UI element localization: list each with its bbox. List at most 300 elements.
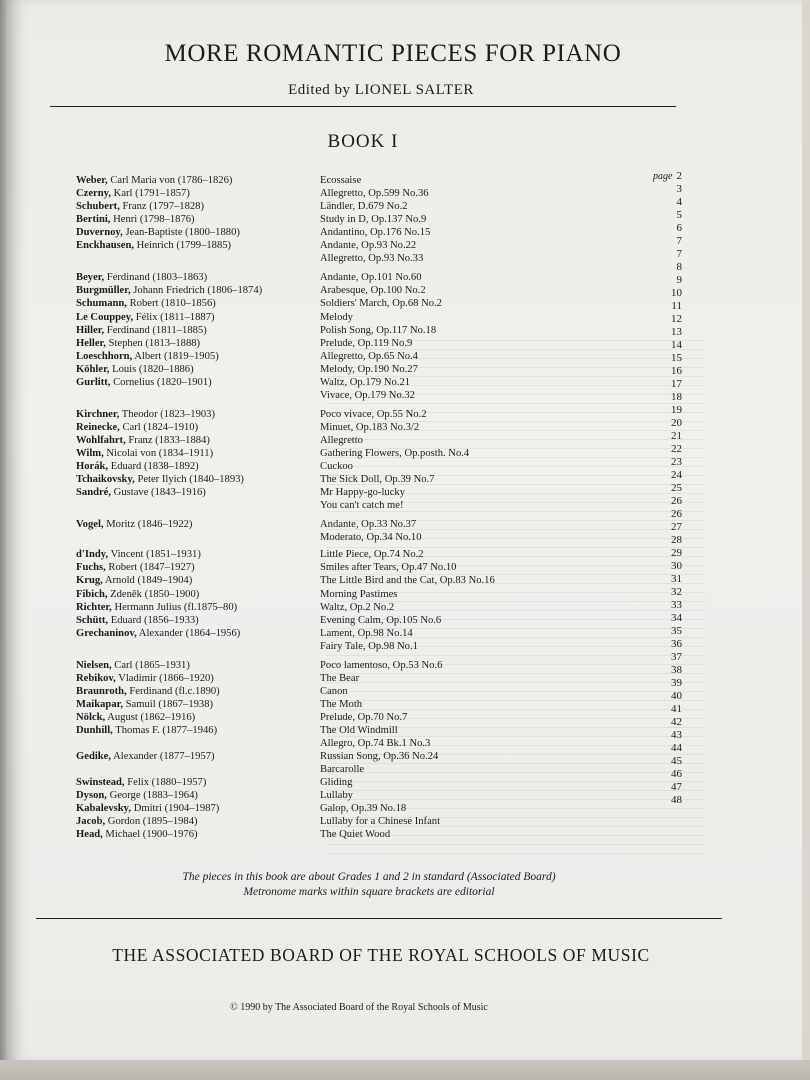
piece-title: Prelude, Op.119 No.9 — [320, 337, 413, 349]
composer-details: Thomas F. (1877–1946) — [112, 725, 218, 736]
composer-name — [76, 486, 206, 499]
composer-name — [76, 447, 213, 460]
page-number — [622, 469, 682, 482]
bottom-divider — [36, 918, 722, 919]
composer-name — [76, 627, 240, 640]
page-value: 2 — [676, 170, 682, 182]
composer-name — [76, 789, 198, 802]
contents-entry — [0, 174, 810, 187]
composer-surname: Braunroth, — [76, 685, 127, 697]
page-value: 22 — [671, 443, 682, 455]
publisher-name: THE ASSOCIATED BOARD OF THE ROYAL SCHOOLS OF MUSIC — [112, 945, 650, 965]
page-number — [622, 430, 682, 443]
composer-surname: Loeschhorn, — [76, 350, 133, 362]
composer-details: Eduard (1838–1892) — [108, 461, 199, 473]
composer-surname: Krug, — [76, 575, 103, 587]
composer-surname: Hiller, — [76, 324, 105, 336]
page-number — [622, 534, 682, 547]
composer-surname: Nölck, — [76, 711, 106, 723]
composer-surname: Beyer, — [76, 272, 105, 284]
page-value: 19 — [671, 404, 682, 416]
page-number — [622, 248, 682, 261]
composer-name — [76, 376, 212, 389]
composer-name — [76, 460, 199, 473]
contents-entry — [0, 473, 810, 486]
contents-entry — [0, 350, 810, 363]
page-value: 18 — [671, 391, 682, 403]
page-number — [622, 222, 682, 235]
piece-title: Waltz, Op.2 No.2 — [320, 601, 395, 613]
composer-surname: Köhler, — [76, 363, 110, 375]
contents-entry — [0, 531, 810, 544]
piece-title: Prelude, Op.70 No.7 — [320, 711, 408, 723]
composer-surname: Vogel, — [76, 519, 104, 531]
page-value: 8 — [676, 261, 682, 273]
page-number — [622, 417, 682, 430]
page-number — [622, 326, 682, 339]
composer-surname: Grechaninov, — [76, 627, 137, 639]
composer-details: Eduard (1856–1933) — [108, 614, 199, 626]
contents-entry — [0, 518, 810, 531]
page-value: 6 — [676, 222, 682, 234]
page-number — [622, 378, 682, 391]
contents-entry — [0, 187, 810, 200]
contents-entry — [0, 200, 810, 213]
composer-surname: Nielsen, — [76, 659, 112, 671]
composer-details: Robert (1810–1856) — [126, 298, 216, 310]
contents-entry — [0, 213, 810, 226]
composer-name — [76, 363, 194, 376]
page-number — [622, 482, 682, 495]
composer-details: Theodor (1823–1903) — [119, 408, 215, 420]
piece-title: Melody — [320, 311, 353, 323]
piece-title: Andante, Op.33 No.37 — [320, 519, 417, 531]
composer-details: Stephen (1813–1888) — [105, 337, 201, 349]
piece-title: Andante, Op.101 No.60 — [320, 272, 422, 284]
composer-name — [76, 473, 244, 486]
page-value: 44 — [671, 742, 682, 754]
contents-entry — [0, 376, 810, 389]
page-value: 5 — [676, 209, 682, 221]
piece-title: Waltz, Op.179 No.21 — [320, 376, 411, 388]
page-number — [622, 612, 682, 625]
composer-surname: Head, — [76, 829, 103, 841]
page-value: 3 — [676, 183, 682, 195]
contents-entry — [0, 548, 810, 561]
piece-title: Cuckoo — [320, 461, 353, 473]
contents-entry — [0, 460, 810, 473]
page-value: 34 — [671, 612, 682, 624]
piece-title: Arabesque, Op.100 No.2 — [320, 285, 426, 297]
contents-entry — [0, 486, 810, 499]
composer-surname: Fuchs, — [76, 562, 106, 574]
piece-title: Poco vivace, Op.55 No.2 — [320, 408, 427, 420]
page-value: 7 — [676, 248, 682, 260]
piece-title: Allegretto, Op.93 No.33 — [320, 253, 424, 265]
piece-title: The Sick Doll, Op.39 No.7 — [320, 474, 435, 486]
composer-surname: Fibich, — [76, 588, 108, 600]
page-value: 47 — [671, 781, 682, 793]
page-number — [622, 352, 682, 365]
page-number — [622, 287, 682, 300]
page-number — [622, 664, 682, 677]
piece-title: Russian Song, Op.36 No.24 — [320, 751, 439, 763]
contents-entry — [0, 561, 810, 574]
contents-entry — [0, 737, 810, 750]
page-value: 11 — [671, 300, 682, 312]
composer-details: Ferdinand (fl.c.1890) — [126, 685, 220, 697]
piece-title: Gliding — [320, 777, 353, 789]
page-value: 7 — [676, 235, 682, 247]
page-number — [622, 573, 682, 586]
piece-title: Allegro, Op.74 Bk.1 No.3 — [320, 738, 431, 750]
edition-notes — [0, 870, 774, 900]
page-number — [622, 768, 682, 781]
composer-surname: Burgmüller, — [76, 285, 131, 297]
piece-title: The Quiet Wood — [320, 829, 391, 841]
piece-title: Ecossaise — [320, 175, 362, 186]
composer-details: August (1862–1916) — [105, 711, 196, 723]
page-number — [622, 196, 682, 209]
page-number — [622, 300, 682, 313]
page-value: 26 — [671, 508, 682, 520]
page-value: 31 — [671, 573, 682, 585]
page-number — [622, 521, 682, 534]
composer-surname: Weber, — [76, 175, 108, 186]
page-number — [622, 599, 682, 612]
page-number — [622, 456, 682, 469]
page-number — [622, 274, 682, 287]
composer-details: Louis (1820–1886) — [109, 363, 194, 375]
composer-name — [76, 337, 200, 350]
piece-title: Barcarolle — [320, 764, 365, 776]
contents-entry — [0, 698, 810, 711]
piece-title: Lament, Op.98 No.14 — [320, 627, 413, 639]
composer-name — [76, 324, 207, 337]
page-number — [622, 638, 682, 651]
page-label: page — [653, 171, 673, 182]
editor-credit: Edited by LIONEL SALTER — [288, 82, 474, 98]
composer-details: George (1883–1964) — [106, 790, 198, 802]
composer-details: Gustave (1843–1916) — [111, 487, 206, 499]
composer-details: Ferdinand (1803–1863) — [104, 272, 208, 284]
composer-details: Vladimir (1866–1920) — [115, 672, 214, 684]
composer-name — [76, 750, 215, 763]
composer-surname: Gedike, — [76, 751, 112, 763]
composer-name — [76, 311, 215, 324]
contents-entry — [0, 389, 810, 402]
composer-name — [76, 284, 262, 297]
contents-entry — [0, 659, 810, 672]
contents-entry — [0, 324, 810, 337]
composer-name — [76, 672, 214, 685]
page-value: 13 — [671, 326, 682, 338]
page-number — [622, 716, 682, 729]
contents-entry — [0, 226, 810, 239]
page-number — [622, 508, 682, 521]
contents-entry — [0, 828, 810, 841]
piece-title: Little Piece, Op.74 No.2 — [320, 549, 424, 561]
composer-details: Moritz (1846–1922) — [103, 519, 193, 531]
page-value: 12 — [671, 313, 682, 325]
grade-note: The pieces in this book are about Grades 1 and 2 in standard (Associated Board) — [182, 871, 556, 883]
contents-entry — [0, 284, 810, 297]
composer-surname: Heller, — [76, 337, 106, 349]
composer-details: Franz (1833–1884) — [125, 434, 210, 446]
piece-title: Poco lamentoso, Op.53 No.6 — [320, 659, 443, 671]
page-value: 43 — [671, 729, 682, 741]
composer-details: Vincent (1851–1931) — [108, 549, 201, 561]
composer-details: Alexander (1877–1957) — [111, 751, 215, 763]
contents-entry — [0, 640, 810, 653]
contents-entry — [0, 802, 810, 815]
contents-entry — [0, 776, 810, 789]
piece-title: Soldiers' March, Op.68 No.2 — [320, 298, 442, 310]
composer-name — [76, 574, 192, 587]
piece-title: Morning Pastimes — [320, 588, 398, 600]
composer-name — [76, 200, 204, 213]
piece-title: Study in D, Op.137 No.9 — [320, 214, 427, 226]
contents-entry — [0, 297, 810, 310]
composer-details: Arnold (1849–1904) — [102, 575, 193, 587]
composer-surname: Schubert, — [76, 201, 120, 213]
piece-title: Andante, Op.93 No.22 — [320, 240, 417, 252]
composer-details: Johann Friedrich (1806–1874) — [130, 285, 263, 297]
contents-entry — [0, 363, 810, 376]
page-number — [622, 560, 682, 573]
contents-entry — [0, 815, 810, 828]
piece-title: Fairy Tale, Op.98 No.1 — [320, 640, 418, 652]
contents-entry — [0, 601, 810, 614]
contents-entry — [0, 711, 810, 724]
contents-entry — [0, 614, 810, 627]
copyright-line: © 1990 by The Associated Board of the Royal Schools of Music — [230, 1002, 488, 1013]
composer-name — [76, 776, 206, 789]
page-value: 46 — [671, 768, 682, 780]
composer-details: Gordon (1895–1984) — [105, 816, 198, 828]
composer-details: Dmitri (1904–1987) — [131, 803, 220, 815]
composer-details: Peter Ilyich (1840–1893) — [134, 474, 244, 486]
background-surface — [0, 1060, 810, 1080]
page-value: 25 — [671, 482, 682, 494]
composer-details: Félix (1811–1887) — [133, 311, 215, 323]
composer-surname: Enckhausen, — [76, 240, 134, 252]
composer-surname: Dunhill, — [76, 725, 113, 736]
contents-entry — [0, 239, 810, 252]
page-number — [622, 586, 682, 599]
composer-name — [76, 802, 219, 815]
composer-details: Cornelius (1820–1901) — [110, 376, 212, 388]
composer-details: Jean-Baptiste (1800–1880) — [122, 227, 240, 239]
composer-details: Albert (1819–1905) — [132, 350, 219, 362]
piece-title: Allegretto, Op.65 No.4 — [320, 350, 418, 362]
page-number — [622, 391, 682, 404]
page-value: 36 — [671, 638, 682, 650]
page-number — [622, 495, 682, 508]
composer-surname: Kirchner, — [76, 408, 120, 420]
page-value: 20 — [671, 417, 682, 429]
piece-title: Minuet, Op.183 No.3/2 — [320, 421, 420, 433]
contents-entry — [0, 252, 810, 265]
composer-name — [76, 698, 213, 711]
page-value: 24 — [671, 469, 682, 481]
contents-entry — [0, 724, 810, 737]
composer-name — [76, 815, 198, 828]
metronome-note: Metronome marks within square brackets are editorial — [243, 886, 495, 898]
page-number — [622, 729, 682, 742]
composer-details: Carl (1824–1910) — [119, 421, 199, 433]
composer-surname: Maikapar, — [76, 698, 123, 710]
composer-surname: Richter, — [76, 601, 112, 613]
composer-name — [76, 548, 201, 561]
composer-surname: Horák, — [76, 461, 109, 473]
composer-details: Heinrich (1799–1885) — [134, 240, 232, 252]
piece-title: The Bear — [320, 672, 360, 684]
contents-entry — [0, 588, 810, 601]
piece-title: Polish Song, Op.117 No.18 — [320, 324, 437, 336]
page-number — [622, 261, 682, 274]
composer-name — [76, 350, 219, 363]
composer-name — [76, 518, 192, 531]
contents-entry — [0, 763, 810, 776]
composer-name — [76, 213, 195, 226]
page-number — [622, 690, 682, 703]
page-number — [622, 794, 682, 807]
page-value: 10 — [671, 287, 682, 299]
page-number — [622, 443, 682, 456]
composer-name — [76, 828, 198, 841]
piece-title: The Moth — [320, 698, 363, 710]
contents-entry — [0, 337, 810, 350]
composer-name — [76, 614, 199, 627]
contents-entry — [0, 750, 810, 763]
page-value: 42 — [671, 716, 682, 728]
page-number — [622, 781, 682, 794]
composer-name — [76, 174, 232, 187]
composer-surname: Swinstead, — [76, 777, 125, 789]
composer-name — [76, 724, 217, 737]
composer-details: Carl (1865–1931) — [111, 659, 190, 671]
composer-details: Henri (1798–1876) — [110, 214, 195, 226]
composer-details: Felix (1880–1957) — [124, 777, 207, 789]
page-value: 9 — [676, 274, 682, 286]
composer-name — [76, 226, 240, 239]
page-value: 48 — [671, 794, 682, 806]
composer-name — [76, 297, 216, 310]
page-value: 33 — [671, 599, 682, 611]
book-number-heading: BOOK I — [327, 131, 399, 152]
page-value: 15 — [671, 352, 682, 364]
contents-entry — [0, 574, 810, 587]
piece-title: Melody, Op.190 No.27 — [320, 363, 418, 375]
composer-name — [76, 588, 199, 601]
page-value: 27 — [671, 521, 682, 533]
page-value: 14 — [671, 339, 682, 351]
page-value: 17 — [671, 378, 682, 390]
composer-name — [76, 187, 190, 200]
book-title: MORE ROMANTIC PIECES FOR PIANO — [164, 40, 622, 67]
page-value: 23 — [671, 456, 682, 468]
page-number — [622, 170, 682, 183]
contents-entry — [0, 421, 810, 434]
composer-surname: Jacob, — [76, 816, 106, 828]
page-value: 28 — [671, 534, 682, 546]
contents-entry — [0, 672, 810, 685]
piece-title: Ländler, D.679 No.2 — [320, 201, 408, 213]
composer-name — [76, 421, 198, 434]
composer-name — [76, 685, 220, 698]
page-value: 35 — [671, 625, 682, 637]
composer-details: Carl Maria von (1786–1826) — [107, 175, 233, 186]
composer-surname: Bertini, — [76, 214, 111, 226]
contents-entry — [0, 789, 810, 802]
contents-entry — [0, 447, 810, 460]
page-number — [622, 651, 682, 664]
composer-surname: Rebikov, — [76, 672, 116, 684]
piece-title: Lullaby — [320, 790, 353, 802]
composer-name — [76, 408, 215, 421]
piece-title: The Little Bird and the Cat, Op.83 No.16 — [320, 575, 495, 587]
page-value: 40 — [671, 690, 682, 702]
piece-title: Smiles after Tears, Op.47 No.10 — [320, 562, 457, 574]
page-value: 38 — [671, 664, 682, 676]
page-number — [622, 235, 682, 248]
piece-title: Gathering Flowers, Op.posth. No.4 — [320, 448, 470, 459]
piece-title: The Old Windmill — [320, 725, 398, 736]
composer-details: Robert (1847–1927) — [105, 562, 195, 574]
page-number — [622, 742, 682, 755]
piece-title: Canon — [320, 685, 348, 697]
page-number — [622, 183, 682, 196]
composer-details: Nicolai von (1834–1911) — [103, 448, 214, 459]
composer-name — [76, 271, 207, 284]
composer-surname: d'Indy, — [76, 549, 109, 561]
page-number — [622, 313, 682, 326]
contents-entry — [0, 499, 810, 512]
contents-entry — [0, 408, 810, 421]
page-number — [622, 755, 682, 768]
composer-details: Alexander (1864–1956) — [136, 627, 241, 639]
page-number — [622, 625, 682, 638]
contents-entry — [0, 311, 810, 324]
composer-surname: Kabalevsky, — [76, 803, 132, 815]
page-value: 37 — [671, 651, 682, 663]
page-number — [622, 677, 682, 690]
composer-name — [76, 561, 195, 574]
composer-details: Samuil (1867–1938) — [123, 698, 214, 710]
page-number — [622, 365, 682, 378]
composer-details: Michael (1900–1976) — [102, 829, 198, 841]
piece-title: Galop, Op.39 No.18 — [320, 803, 407, 815]
page-number — [622, 339, 682, 352]
page-value: 39 — [671, 677, 682, 689]
composer-details: Zdeněk (1850–1900) — [107, 588, 200, 600]
piece-title: Evening Calm, Op.105 No.6 — [320, 614, 442, 626]
composer-surname: Schütt, — [76, 614, 109, 626]
page-value: 32 — [671, 586, 682, 598]
composer-name — [76, 711, 195, 724]
page-value: 26 — [671, 495, 682, 507]
page-value: 45 — [671, 755, 682, 767]
page-value: 41 — [671, 703, 682, 715]
page-value: 16 — [671, 365, 682, 377]
piece-title: Vivace, Op.179 No.32 — [320, 389, 415, 401]
composer-details: Ferdinand (1811–1885) — [104, 324, 207, 336]
top-divider — [50, 106, 676, 107]
composer-surname: Schumann, — [76, 298, 127, 310]
piece-title: Lullaby for a Chinese Infant — [320, 816, 441, 828]
contents-entry — [0, 271, 810, 284]
